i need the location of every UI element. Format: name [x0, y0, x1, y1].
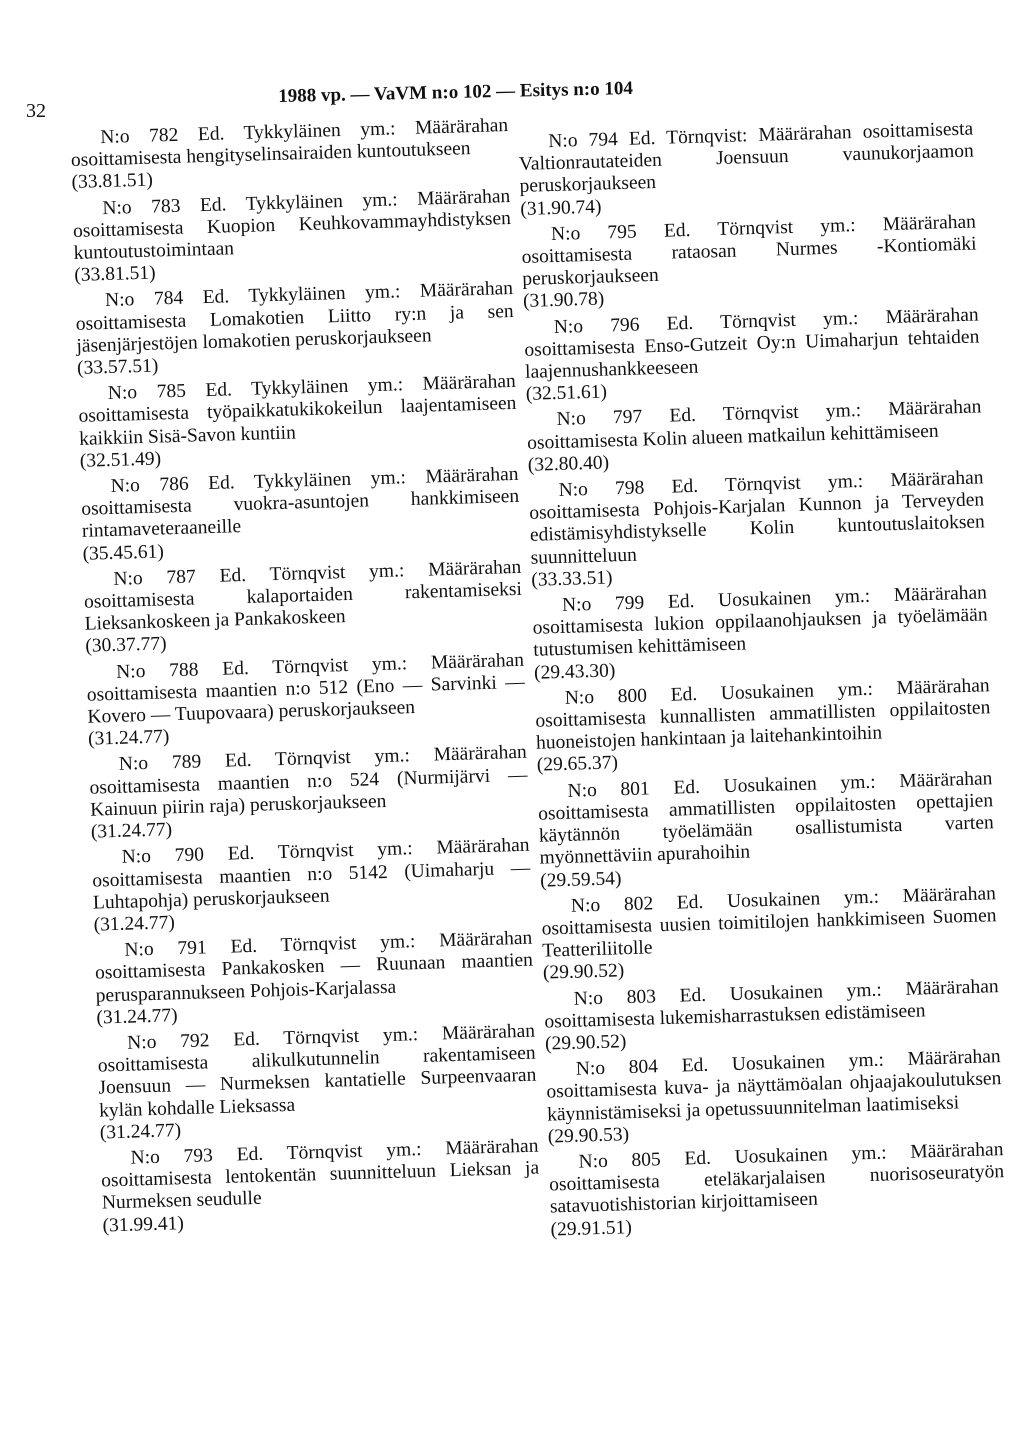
budget-code: (29.65.37) — [536, 752, 619, 777]
budget-code: (31.24.77) — [87, 726, 170, 751]
motion-entry — [521, 211, 978, 313]
budget-code: (33.81.51) — [71, 169, 154, 194]
motion-text: N:o 784 Ed. Tykkyläinen ym.: Määrärahan osoittamisesta Lomakotien Liitto ry:n ja sen jäsenjärjestöjen lomakotien peruskorjaukseen — [75, 278, 514, 357]
motion-text: N:o 798 Ed. Törnqvist ym.: Määrärahan osoittamisesta Pohjois-Karjalan Kunnon ja Terveyden edistämisyhdistykselle Kolin kuntoutuslaitoksen suunnitteluun — [529, 467, 986, 569]
running-head: 1988 vp. — VaVM n:o 102 — Esitys n:o 104 — [278, 77, 634, 107]
motion-text: N:o 786 Ed. Tykkyläinen ym.: Määrärahan osoittamisesta vuokra-asuntojen hankkimiseen rintamaveteraaneille — [81, 463, 520, 543]
motion-entry — [100, 1135, 540, 1237]
budget-code: (31.24.77) — [93, 912, 176, 936]
budget-code: (31.24.77) — [96, 1004, 178, 1029]
motion-text: N:o 790 Ed. Törnqvist ym.: Määrärahan osoittamisesta maantien n:o 5142 (Uimaharju — Luhtapohja) peruskorjaukseen — [92, 834, 531, 914]
motion-entry — [535, 675, 992, 777]
motion-text: N:o 787 Ed. Törnqvist ym.: Määrärahan osoittamisesta kalaportaiden rakentamiseksi Lieksankoskeen ja Pankakoskeen — [83, 556, 523, 636]
budget-code: (29.90.53) — [547, 1123, 630, 1148]
motion-text: N:o 799 Ed. Uosukainen ym.: Määrärahan osoittamisesta lukion oppilaanohjauksen ja työelämään tutustumisen kehittämiseen — [532, 582, 988, 662]
motion-entry — [532, 582, 989, 684]
budget-code: (29.43.30) — [533, 660, 616, 684]
motion-entry — [94, 928, 534, 1030]
budget-code: (32.51.61) — [525, 381, 608, 406]
motion-entry — [78, 371, 518, 473]
motion-entry — [546, 1046, 1003, 1148]
motion-text: N:o 804 Ed. Uosukainen ym.: Määrärahan osoittamisesta kuva- ja näyttämöalan ohjaajakoulutuksen käynnistämiseksi ja opetussuunnitelman laatimiseksi — [546, 1046, 1002, 1126]
motion-entry — [528, 467, 986, 591]
motion-text: N:o 802 Ed. Uosukainen ym.: Määrärahan osoittamisesta uusien toimitilojen hankkimiseen Suomen Teatteriliitolle — [541, 882, 997, 962]
motion-text: N:o 783 Ed. Tykkyläinen ym.: Määrärahan osoittamisesta Kuopion Keuhkovammayhdistyksen kuntoutustoimintaan — [72, 185, 512, 264]
motion-text: N:o 801 Ed. Uosukainen ym.: Määrärahan osoittamisesta ammatillisten oppilaitosten opettajien käytännön työelämään osallistumista varten myönnettäviin apurahoihin — [537, 767, 995, 869]
motion-entry — [541, 883, 998, 985]
motion-entry — [518, 119, 975, 221]
motion-entry — [524, 304, 981, 406]
budget-code: (31.24.77) — [99, 1119, 182, 1144]
motion-text: N:o 803 Ed. Uosukainen ym.: Määrärahan osoittamisesta lukemisharrastuksen edistämiseen — [544, 975, 999, 1033]
motion-entry — [91, 835, 531, 937]
motion-text: N:o 797 Ed. Törnqvist ym.: Määrärahan osoittamisesta Kolin alueen matkailun kehittämiseen — [526, 396, 982, 454]
motion-entry — [526, 397, 983, 477]
motion-entry — [86, 649, 526, 751]
budget-code: (33.33.51) — [530, 567, 613, 591]
motion-text: N:o 785 Ed. Tykkyläinen ym.: Määrärahan osoittamisesta työpaikkatukikokeilun laajentamiseen kaikkiin Sisä-Savon kuntiin — [78, 371, 517, 450]
motion-text: N:o 782 Ed. Tykkyläinen ym.: Määrärahan osoittamisesta hengityselinsairaiden kuntoutukseen — [70, 115, 509, 172]
budget-code: (29.90.52) — [544, 1031, 627, 1055]
motion-text: N:o 793 Ed. Törnqvist ym.: Määrärahan osoittamisesta lentokentän suunnitteluun Lieksan ja Nurmeksen seudulle — [100, 1135, 540, 1214]
motion-entry — [72, 186, 512, 288]
left-column — [70, 115, 541, 1241]
budget-code: (35.45.61) — [82, 541, 165, 565]
motion-entry — [97, 1021, 538, 1145]
budget-code: (29.90.52) — [542, 960, 625, 984]
motion-entry — [543, 976, 1000, 1056]
motion-entry — [537, 768, 995, 892]
motion-entry — [80, 464, 520, 566]
motion-entry — [75, 278, 515, 380]
budget-code: (33.57.51) — [76, 355, 159, 379]
motion-entry — [548, 1139, 1005, 1241]
budget-code: (33.81.51) — [74, 262, 156, 287]
motion-text: N:o 800 Ed. Uosukainen ym.: Määrärahan osoittamisesta kunnallisten ammatillisten oppilaitosten huoneistojen hankintaan ja laitehankintoihin — [535, 675, 991, 755]
budget-code: (31.24.77) — [90, 819, 173, 843]
motion-text: N:o 795 Ed. Törnqvist ym.: Määrärahan osoittamisesta rataosan Nurmes -Kontiomäki peruskorjaukseen — [521, 211, 977, 291]
budget-code: (30.37.77) — [85, 633, 167, 658]
motion-text: N:o 792 Ed. Törnqvist ym.: Määrärahan osoittamisesta alikulkutunnelin rakentamiseen Joensuun — Nurmeksen kantatielle Surpeenvaaran kylän kohdalle Lieksassa — [97, 1020, 537, 1122]
motion-entry — [89, 742, 529, 844]
motion-entry — [83, 557, 523, 659]
motion-entry — [70, 115, 510, 195]
motion-text: N:o 794 Ed. Törnqvist: Määrärahan osoittamisesta Valtionrautateiden Joensuun vaunukorjaamon peruskorjaukseen — [518, 118, 975, 198]
motion-text: N:o 789 Ed. Törnqvist ym.: Määrärahan osoittamisesta maantien n:o 524 (Nurmijärvi — Kainuun piirin raja) peruskorjaukseen — [89, 742, 528, 821]
motion-text: N:o 796 Ed. Törnqvist ym.: Määrärahan osoittamisesta Enso-Gutzeit Oy:n Uimaharjun tehtaiden laajennushankkeeseen — [524, 304, 980, 383]
motion-text: N:o 791 Ed. Törnqvist ym.: Määrärahan osoittamisesta Pankakosken — Ruunaan maantien perusparannukseen Pohjois-Karjalassa — [94, 927, 534, 1007]
right-column — [518, 119, 1006, 1246]
motion-text: N:o 805 Ed. Uosukainen ym.: Määrärahan osoittamisesta eteläkarjalaisen nuorisoseuratyön satavuotishistorian kirjoittamiseen — [548, 1138, 1005, 1218]
budget-code: (32.51.49) — [79, 448, 162, 472]
budget-code: (29.91.51) — [550, 1216, 633, 1241]
budget-code: (29.59.54) — [539, 867, 622, 892]
budget-code: (31.99.41) — [102, 1212, 185, 1237]
page-number: 32 — [26, 100, 46, 122]
motion-text: N:o 788 Ed. Törnqvist ym.: Määrärahan osoittamisesta maantien n:o 512 (Eno — Sarvinki — Kovero — Tuupovaara) peruskorjaukseen — [86, 649, 525, 728]
budget-code: (32.80.40) — [527, 452, 610, 476]
budget-code: (31.90.74) — [519, 196, 602, 220]
budget-code: (31.90.78) — [522, 288, 605, 313]
